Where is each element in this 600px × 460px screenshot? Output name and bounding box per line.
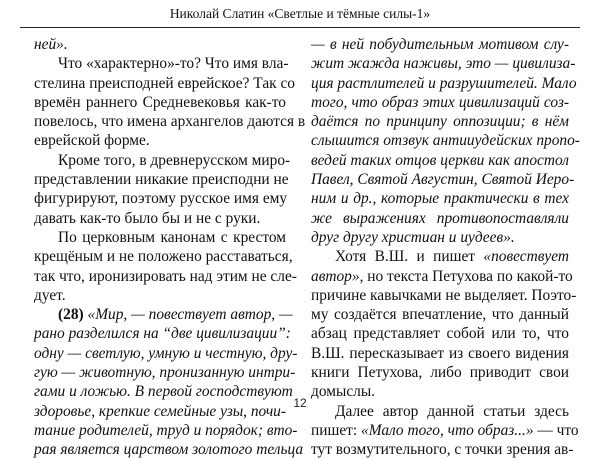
text-line: (28) «Мир, — повествует автор, — [58,306,293,324]
text-line: Кроме того, в древнерусском миро- [58,151,291,169]
running-header [0,0,600,34]
text-line: ним и др., которые практически в тех [311,190,569,208]
text-line: Далее автор данной статьи здесь [335,402,569,420]
text-line: того, что образ этих цивилизаций соз- [311,93,569,111]
text-line: давать как-то было бы и не с руки. [34,209,261,227]
text-line: ция растлителей и разрушителей. Мало [311,74,577,92]
text-line: тут возмутительного, с точки зрения ав- [311,441,574,459]
text-line: жит жажда наживы, это — цивилиза- [311,55,576,73]
text-line: дует. [34,286,66,304]
text-line: домыслы. [311,383,376,401]
text-line: ней». [34,36,68,53]
text-line: тание родителей, труд и порядок; вто- [34,421,298,439]
text-line: повелось, что имена архангелов даются в [34,113,306,131]
text-line: Что «характерно»-то? Что имя вла- [58,55,289,73]
text-line: рано разделился на “две цивилизации”: [34,325,291,343]
text-line: стелина преисподней еврейское? Так со [34,74,296,92]
text-line: так что, иронизировать над этим не сле- [34,267,297,285]
text-line: же выражениях противопоставляли [311,209,569,227]
text-line: времён раннего Средневековья как-то [34,93,286,111]
text-line: пишет: «Мало того, что образ...» — что [311,421,579,439]
text-line: автор», но текста Петухова по какой-то [311,267,573,285]
header-title: Николай Слатин «Светлые и тёмные силы-1» [169,6,431,21]
text-line: слышится отзвук антииудейских пропо- [311,132,580,150]
text-line: му создаётся впечатление, что данный [311,306,569,324]
text-line: представлении никакие преисподни не [34,171,289,189]
text-line: крещёным и не положено расставаться, [34,248,293,266]
text-line: Хотя В.Ш. и пишет «повествует [335,248,569,266]
text-line: еврейской форме. [34,132,150,150]
header-rule [20,27,580,28]
text-line: книги Петухова, либо приводит свои [311,364,569,382]
page-number: 12 [293,396,307,410]
text-line: друг другу христиан и иудеев». [311,228,515,246]
text-line: В.Ш. пересказывает из своего видения [311,344,569,362]
text-line: абзац представляет собой или то, что [311,325,569,343]
text-line: ведей таких отцов церкви как апостол [311,151,569,169]
text-line: По церковным канонам с крестом [58,228,286,246]
text-line: — в ней побудительным мотивом слу- [311,36,569,53]
text-line: Павел, Святой Августин, Святой Иеро- [311,171,575,189]
text-line: рая является царством золотого тельца [34,441,304,459]
text-line: гами и ложью. В первой господствуют [34,383,293,401]
text-line: гую — животную, пронизанную интри- [34,364,296,382]
text-line: фигурируют, поэтому русское имя ему [34,190,288,208]
text-line: даётся по принципу оппозиции; в нём [311,113,569,131]
text-line: причине кавычками не выделяет. Поэто- [311,286,577,304]
text-line: здоровье, крепкие семейные узы, почи- [34,402,286,420]
paragraph-number: (28) [58,306,88,324]
text-line: одну — светлую, умную и честную, дру- [34,344,298,362]
